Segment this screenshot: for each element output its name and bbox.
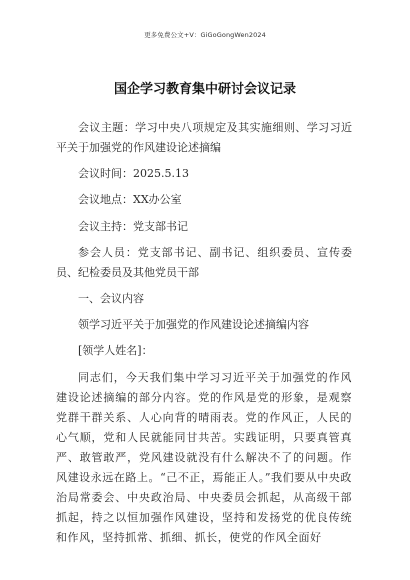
meeting-time: 会议时间：2025.5.13 (78, 167, 189, 181)
document-title: 国企学习教育集中研讨会议记录 (113, 82, 296, 97)
attendees: 参会人员：党支部书记、副书记、组织委员、宣传委员、纪检委员及其他党员干部 (56, 245, 352, 279)
meeting-place: 会议地点：XX办公室 (78, 193, 182, 207)
section-heading: 一、会议内容 (78, 291, 144, 305)
speech-paragraph: 同志们，今天我们集中学习习近平关于加强党的作风建设论述摘编的部分内容。党的作风是党的形象，是观察党群干群关系、人心向背的晴雨表。党的作风正，人民的心气顺，党和人民就能同甘共苦。实践证明，只要真管真严、敢管敢严，党风建设就没有什么解决不了的问题。作风建设永远在路上。“己不正，焉能正人。”我们要从中央政治局常委会、中央政治局、中央委员会抓起，从高级干部抓起，持之以恒加强作风建设，坚持和发扬党的优良传统和作风，坚持抓常、抓细、抓长，使党的作风全面好 (56, 370, 352, 544)
meeting-host: 会议主持：党支部书记 (78, 219, 188, 233)
study-item: 领学习近平关于加强党的作风建设论述摘编内容 (78, 318, 309, 332)
meeting-topic: 会议主题：学习中央八项规定及其实施细则、学习习近平关于加强党的作风建设论述摘编 (56, 121, 352, 154)
leader-label: [领学人姓名]： (78, 344, 153, 358)
header-note: 更多免费公文+V：GiGoGongWen2024 (144, 31, 266, 39)
document-body (56, 118, 352, 548)
